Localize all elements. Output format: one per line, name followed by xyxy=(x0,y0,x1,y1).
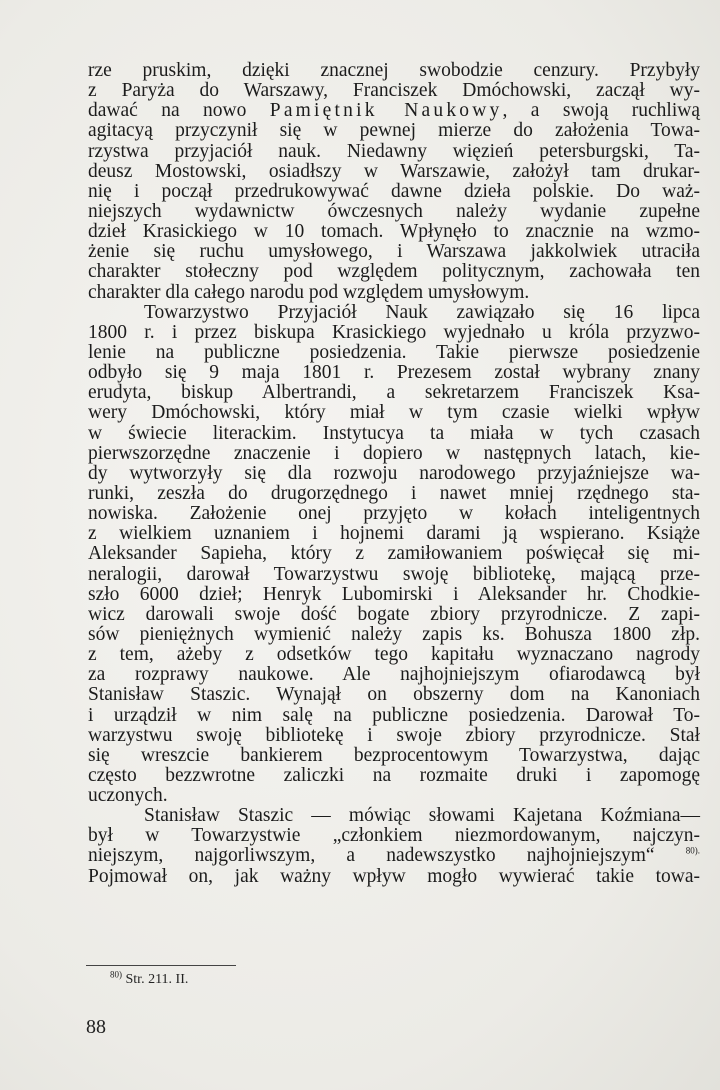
text-line xyxy=(88,101,700,121)
text-line: odbyło się 9 maja 1801 r. Prezesem został wybrany znany xyxy=(88,362,700,384)
text-line: często bezzwrotne zaliczki na rozmaite druki i zapomogę xyxy=(88,764,700,786)
text-line: z tem, ażeby z odsetków tego kapitału wyznaczano nagrody xyxy=(88,644,700,666)
text-line: i urządził w nim salę na publiczne posiedzenia. Darował To- xyxy=(88,704,700,726)
text-line-end: , a swoją ruchliwą xyxy=(502,100,700,122)
text-line: Stanisław Staszic. Wynajął on obszerny dom na Kanoniach xyxy=(88,684,700,706)
paragraph-start-line: Towarzystwo Przyjaciół Nauk zawiązało się 16 lipca xyxy=(144,301,700,323)
text-line: w świecie literackim. Instytucya ta miała w tych czasach xyxy=(88,422,700,444)
text-line: 1800 r. i przez biskupa Krasickiego wyjednało u króla przyzwo- xyxy=(88,321,700,343)
text-line: za rozprawy naukowe. Ale najhojniejszym ofiarodawcą był xyxy=(88,664,700,686)
text-line: rze pruskim, dzięki znacznej swobodzie cenzury. Przybyły xyxy=(88,60,700,81)
text-line: nowiska. Założenie onej przyjęto w kołach inteligentnych xyxy=(88,503,700,525)
page-number: 88 xyxy=(86,1016,106,1038)
text-line: runki, zeszła do drugorzędnego i nawet mniej rzędnego sta- xyxy=(88,482,700,504)
text-line: charakter dla całego narodu pod względem umysłowym. xyxy=(88,281,530,303)
journal-title: Pamiętnik Naukowy xyxy=(269,100,503,122)
text-line: sów pieniężnych wymienić należy zapis ks. Bohusza 1800 złp. xyxy=(88,623,700,645)
text-line: charakter stołeczny pod względem politycznym, zachowała ten xyxy=(88,261,700,283)
footnote-reference: 80). xyxy=(685,845,700,856)
footnote-text: Str. 211. II. xyxy=(125,972,189,987)
text-line: agitacyą przyczynił się w pewnej mierze do założenia Towa- xyxy=(88,120,700,142)
text-line xyxy=(88,846,700,866)
text-line: dzieł Krasickiego w 10 tomach. Wpłynęło to znacznie na wzmo- xyxy=(88,221,700,243)
text-line-start: niejszym, najgorliwszym, a nadewszystko najhojniejszym“ xyxy=(88,845,686,867)
text-line: z Paryża do Warszawy, Franciszek Dmóchowski, zaczął wy- xyxy=(88,80,700,102)
text-line: wicz darowali swoje dość bogate zbiory przyrodnicze. Z zapi- xyxy=(88,603,700,625)
text-line: nię i począł przedrukowywać dawne dzieła polskie. Do waż- xyxy=(88,180,700,202)
text-line: z wielkiem uznaniem i hojnemi darami ją wspierano. Książe xyxy=(88,523,700,545)
text-line: uczonych. xyxy=(88,785,168,807)
text-line: niejszych wydawnictw ówczesnych należy wydanie zupełne xyxy=(88,200,700,222)
text-line: neralogii, darował Towarzystwu swoję bibliotekę, mającą prze- xyxy=(88,563,700,585)
text-line-start: dawać na nowo xyxy=(88,100,270,122)
body-text xyxy=(88,61,700,887)
text-line: szło 6000 dzieł; Henryk Lubomirski i Aleksander hr. Chodkie- xyxy=(88,583,700,605)
text-line: erudyta, biskup Albertrandi, a sekretarzem Franciszek Ksa- xyxy=(88,382,700,404)
text-line: żenie się ruchu umysłowego, i Warszawa jakkolwiek utraciła xyxy=(88,241,700,263)
text-line: lenie na publiczne posiedzenia. Takie pierwsze posiedzenie xyxy=(88,341,700,363)
text-line: wery Dmóchowski, który miał w tym czasie wielki wpływ xyxy=(88,402,700,424)
text-line: pierwszorzędne znaczenie i dopiero w następnych latach, kie- xyxy=(88,442,700,464)
text-line: się wreszcie bankierem bezprocentowym Towarzystwa, dając xyxy=(88,744,700,766)
text-line: deusz Mostowski, osiadłszy w Warszawie, założył tam drukar- xyxy=(88,160,700,182)
text-line: był w Towarzystwie „członkiem niezmordowanym, najczyn- xyxy=(88,825,700,847)
text-line: dy wytworzyły się dla rozwoju narodowego przyjaźniejsze wa- xyxy=(88,462,700,484)
text-line: warzystwu swoję bibliotekę i swoje zbiory przyrodnicze. Stał xyxy=(88,724,700,746)
footnote-marker: 80) xyxy=(110,969,122,980)
text-line: Pojmował on, jak ważny wpływ mogło wywierać takie towa- xyxy=(88,865,700,887)
text-line: Aleksander Sapieha, który z zamiłowaniem poświęcał się mi- xyxy=(88,543,700,565)
paragraph-start-line: Stanisław Staszic — mówiąc słowami Kajetana Koźmiana— xyxy=(144,805,700,827)
footnote xyxy=(110,969,189,988)
text-line: rzystwa przyjaciół nauk. Niedawny więzień petersburgski, Ta- xyxy=(88,140,700,162)
footnote-divider xyxy=(86,965,236,966)
